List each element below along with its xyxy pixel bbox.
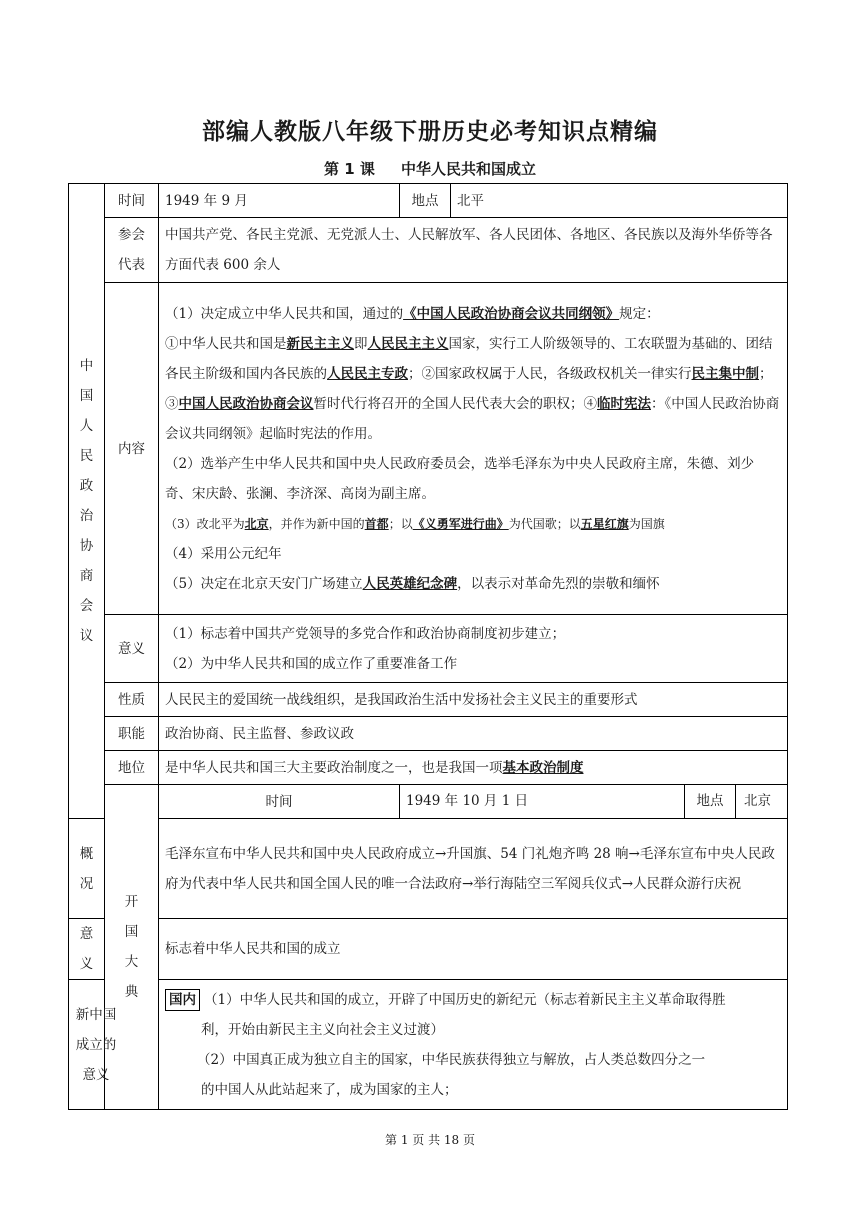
content-label: 内容 [105, 283, 159, 615]
overview-value: 毛泽东宣布中华人民共和国中央人民政府成立→升国旗、54 门礼炮齐鸣 28 响→毛泽东宣布中央人民政府为代表中华人民共和国全国人民的唯一合法政府→举行海陆空三军阅兵仪式→人民群众游行庆祝 [159, 819, 788, 919]
document-title: 部编人教版八年级下册历史必考知识点精编 [202, 119, 658, 145]
nature-value: 人民民主的爱国统一战线组织，是我国政治生活中发扬社会主义民主的重要形式 [159, 683, 788, 717]
lesson-name: 中华人民共和国成立 [400, 160, 536, 178]
content-paragraph-1: （1）决定成立中华人民共和国，通过的《中国人民政治协商会议共同纲领》规定： [165, 305, 660, 322]
status-value: 是中华人民共和国三大主要政治制度之一，也是我国一项基本政治制度 [159, 751, 788, 785]
meaning-cell: （1）标志着中国共产党领导的多党合作和政治协商制度初步建立； （2）为中华人民共和国的成立作了重要准备工作 [159, 615, 788, 683]
domestic-tag: 国内 [165, 989, 200, 1011]
section-cppcc-title: 中国人民政治协商会议 [69, 184, 105, 819]
place-label: 地点 [400, 184, 451, 218]
lesson-title [0, 158, 860, 179]
representatives-label: 参会代表 [105, 218, 159, 283]
function-label: 职能 [105, 717, 159, 751]
representatives-value: 中国共产党、各民主党派、无党派人士、人民解放军、各人民团体、各地区、各民族以及海外华侨等各方面代表 600 余人 [159, 218, 788, 283]
knowledge-table [68, 183, 788, 1110]
nature-label: 性质 [105, 683, 159, 717]
meaning-label: 意义 [105, 615, 159, 683]
significance-line-2: 利，开始由新民主主义向社会主义过渡） [201, 1021, 444, 1038]
content-cell [159, 283, 788, 615]
status-label: 地位 [105, 751, 159, 785]
ceremony-place-label: 地点 [685, 785, 736, 818]
page-footer: 第 1 页 共 18 页 [385, 1133, 475, 1147]
ceremony-meaning-value: 标志着中华人民共和国的成立 [159, 919, 788, 980]
ceremony-place-value: 北京 [744, 793, 771, 809]
significance-label: 新中国成立的意义 [69, 980, 105, 1110]
content-paragraph-4: （3）改北平为北京，并作为新中国的首都；以《义勇军进行曲》为代国歌；以五星红旗为国旗 [165, 516, 665, 531]
section-ceremony-title: 开国大典 [105, 785, 159, 1110]
content-paragraph-2: ①中华人民共和国是新民主主义即人民民主主义国家，实行工人阶级领导的、工农联盟为基础的、团结各民主阶级和国内各民族的人民民主专政；②国家政权属于人民，各级政权机关一律实行民主集中制；③中国人民政治协商会议暂时代行将召开的全国人民代表大会的职权；④临时宪法：《中国人民政治协商会议共同纲领》起临时宪法的作用。 [165, 335, 780, 442]
ceremony-time-place-cell [400, 785, 788, 819]
content-paragraph-5: （4）采用公元纪年 [165, 545, 282, 562]
ceremony-time-value: 1949 年 10 月 1 日 [400, 785, 685, 818]
significance-line-4: 的中国人从此站起来了，成为国家的主人； [201, 1081, 458, 1098]
place-value: 北平 [451, 184, 788, 218]
significance-line-1: 国内 （1）中华人民共和国的成立，开辟了中国历史的新纪元（标志着新民主主义革命取得胜 [165, 985, 781, 1015]
overview-label: 概况 [69, 819, 105, 919]
lesson-number: 第 1 课 [324, 160, 375, 178]
function-value: 政治协商、民主监督、参政议政 [159, 717, 788, 751]
time-label: 时间 [105, 184, 159, 218]
content-paragraph-6: （5）决定在北京天安门广场建立人民英雄纪念碑，以表示对革命先烈的崇敬和缅怀 [165, 575, 660, 592]
ceremony-meaning-label: 意义 [69, 919, 105, 980]
content-paragraph-3: （2）选举产生中华人民共和国中央人民政府委员会，选举毛泽东为中央人民政府主席，朱德、刘少奇、宋庆龄、张澜、李济深、高岗为副主席。 [165, 455, 755, 502]
time-value: 1949 年 9 月 [159, 184, 400, 218]
ceremony-time-label: 时间 [159, 785, 400, 819]
significance-line-3: （2）中国真正成为独立自主的国家，中华民族获得独立与解放，占人类总数四分之一 [197, 1051, 706, 1068]
significance-cell [159, 980, 788, 1110]
